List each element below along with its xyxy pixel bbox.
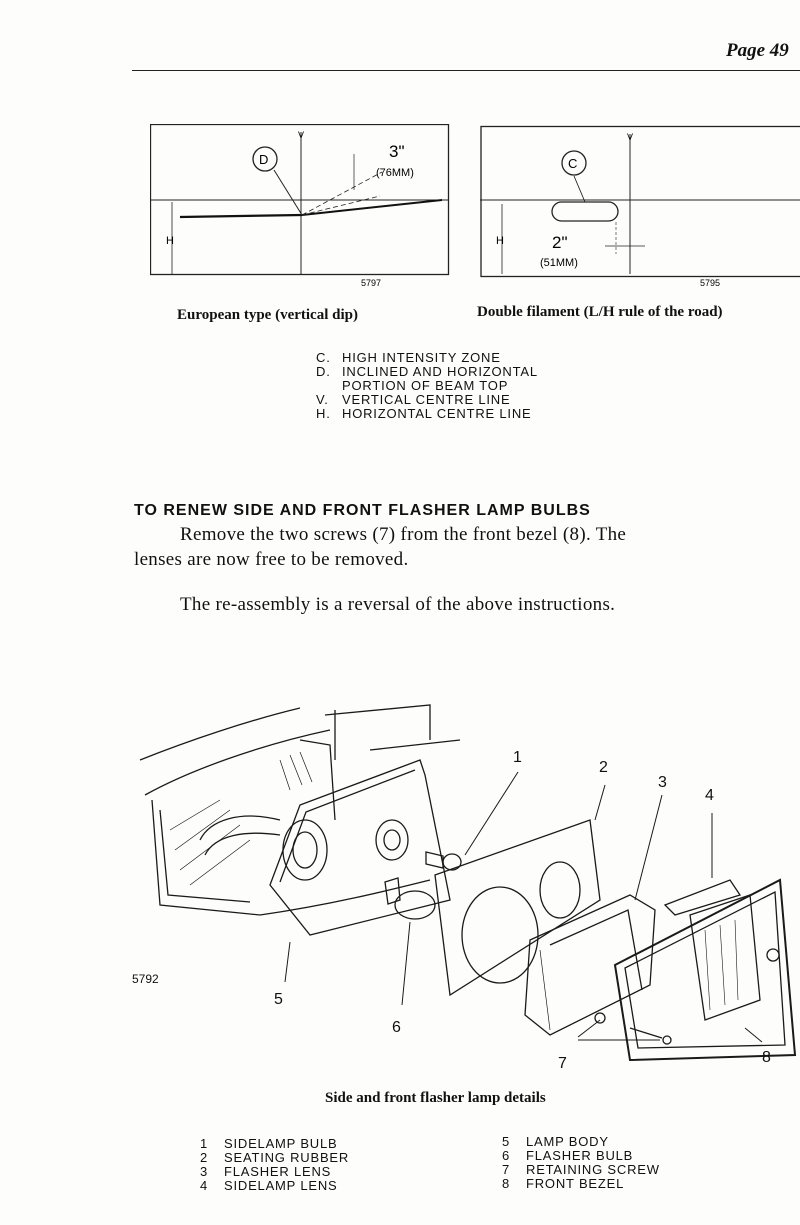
left-figure-code: 5797 <box>361 278 382 288</box>
callout-1: 1 <box>513 749 522 766</box>
right-h-label: H <box>496 235 504 247</box>
header-rule <box>132 70 800 71</box>
list-item: 8 FRONT BEZEL <box>502 1176 625 1191</box>
callout-8: 8 <box>762 1049 771 1066</box>
list-item: 1 SIDELAMP BULB <box>200 1136 338 1151</box>
right-v-label: V <box>627 132 634 142</box>
left-figure-caption: European type (vertical dip) <box>177 307 358 323</box>
callout-3: 3 <box>658 774 667 791</box>
parts-list-left <box>200 1137 349 1193</box>
beam-legend <box>316 351 538 421</box>
list-item: 2 SEATING RUBBER <box>200 1150 350 1165</box>
paragraph-1-line-2: lenses are now free to be removed. <box>134 549 409 570</box>
left-circle-label: D <box>259 152 269 167</box>
legend-row: C. HIGH INTENSITY ZONE <box>316 350 501 365</box>
exploded-caption: Side and front flasher lamp details <box>325 1090 546 1106</box>
list-item: 3 FLASHER LENS <box>200 1164 332 1179</box>
section-heading: TO RENEW SIDE AND FRONT FLASHER LAMP BULBS <box>134 502 591 519</box>
european-beam-diagram <box>150 124 450 289</box>
list-item: 6 FLASHER BULB <box>502 1148 634 1163</box>
left-dim-main: 3" <box>389 142 405 161</box>
left-dim-sub: (76MM) <box>376 167 414 179</box>
legend-row: D. INCLINED AND HORIZONTAL <box>316 364 538 379</box>
left-h-label: H <box>166 235 174 247</box>
parts-list-right <box>502 1135 660 1191</box>
right-figure-code: 5795 <box>700 278 721 288</box>
paragraph-2: The re-assembly is a reversal of the above instructions. <box>180 594 616 615</box>
legend-row: PORTION OF BEAM TOP <box>342 378 509 393</box>
left-v-label: V <box>298 130 305 140</box>
callout-7: 7 <box>558 1055 567 1072</box>
legend-row: V. VERTICAL CENTRE LINE <box>316 392 511 407</box>
callout-4: 4 <box>705 787 714 804</box>
right-figure-caption: Double filament (L/H rule of the road) <box>477 304 723 320</box>
callout-6: 6 <box>392 1019 401 1036</box>
callout-5: 5 <box>274 991 283 1008</box>
right-dim-main: 2" <box>552 233 568 252</box>
list-item: 4 SIDELAMP LENS <box>200 1178 338 1193</box>
double-filament-beam-diagram <box>480 124 800 289</box>
right-circle-label: C <box>568 156 578 171</box>
exploded-figure-code: 5792 <box>132 972 159 986</box>
callout-2: 2 <box>599 759 608 776</box>
legend-row: H. HORIZONTAL CENTRE LINE <box>316 406 532 421</box>
flasher-lamp-exploded-illustration <box>130 700 800 1080</box>
list-item: 7 RETAINING SCREW <box>502 1162 660 1177</box>
page-number: Page 49 <box>726 40 789 61</box>
right-dim-sub: (51MM) <box>540 257 578 269</box>
list-item: 5 LAMP BODY <box>502 1134 609 1149</box>
paragraph-1-line-1: Remove the two screws (7) from the front bezel (8). The <box>180 524 627 545</box>
